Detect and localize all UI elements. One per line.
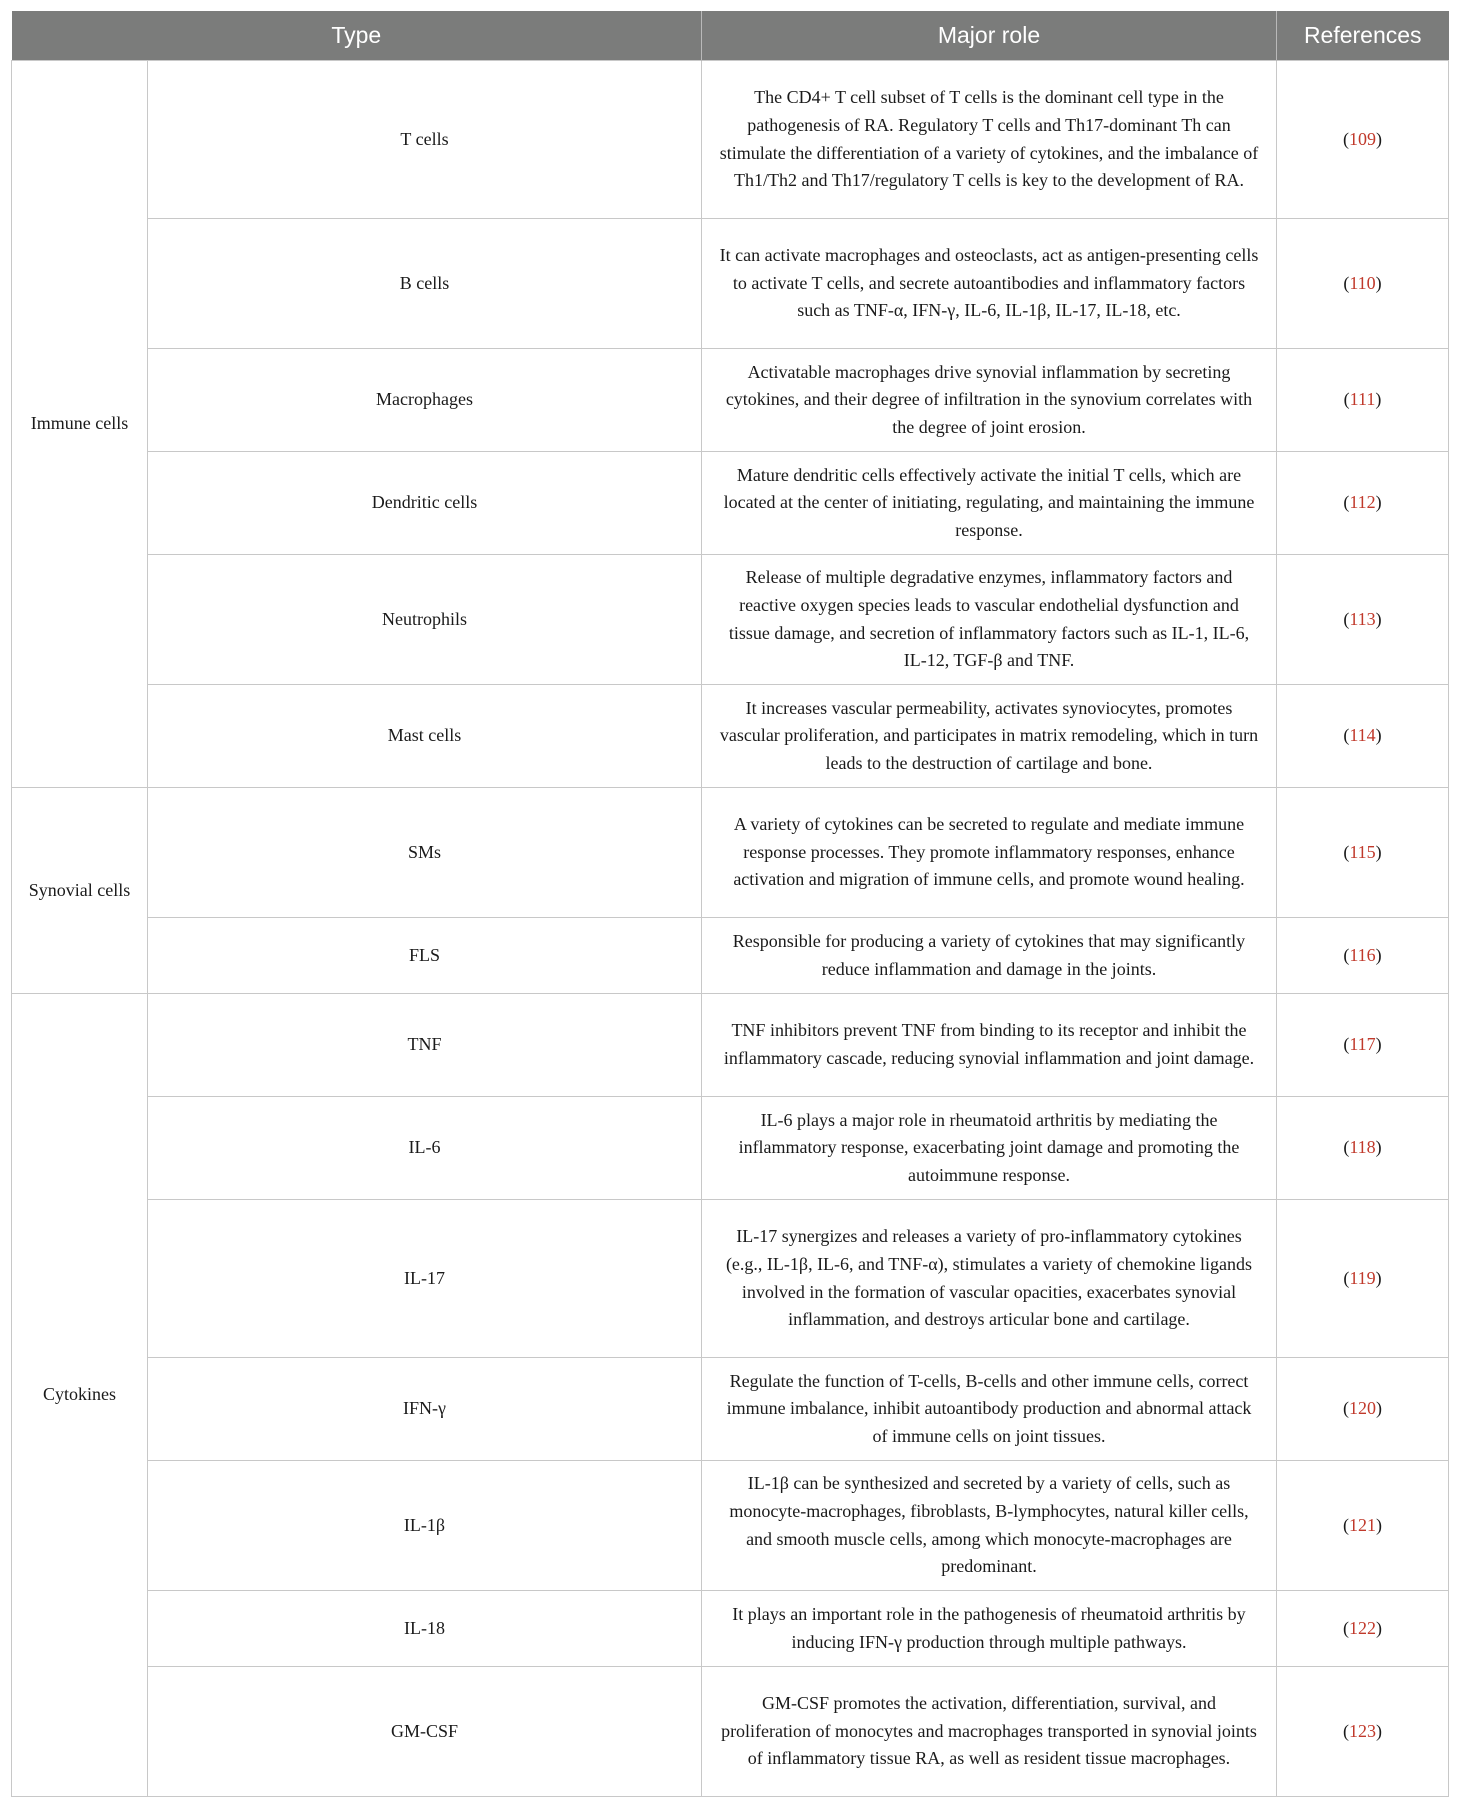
table-row: [12, 1200, 1449, 1358]
role-cell: Release of multiple degradative enzymes, inflammatory factors and reactive oxygen species leads to vascular endothelial dysfunction and tissue damage, and secretion of inflammatory factors such as IL-1, IL-6, IL-12, TGF-β and TNF.: [702, 555, 1277, 685]
cell-types-table: [11, 11, 1449, 1797]
group-immune-cells: Immune cells: [12, 61, 148, 788]
role-cell: TNF inhibitors prevent TNF from binding to its receptor and inhibit the inflammatory cascade, reducing synovial inflammation and joint damage.: [702, 994, 1277, 1097]
type-cell: Dendritic cells: [148, 452, 702, 555]
type-cell: IFN-γ: [148, 1358, 702, 1461]
role-cell: It plays an important role in the pathogenesis of rheumatoid arthritis by inducing IFN-γ production through multiple pathways.: [702, 1591, 1277, 1667]
table-row: [12, 788, 1449, 918]
table-row: [12, 1667, 1449, 1797]
table-row: [12, 685, 1449, 788]
header-major-role: Major role: [702, 11, 1277, 61]
reference-link[interactable]: 116: [1349, 944, 1376, 965]
type-cell: Macrophages: [148, 349, 702, 452]
reference-link[interactable]: 111: [1349, 389, 1376, 410]
table-header: [12, 11, 1449, 61]
type-cell: IL-18: [148, 1591, 702, 1667]
reference-link[interactable]: 113: [1349, 608, 1376, 629]
table-row: [12, 1358, 1449, 1461]
reference-cell: (110): [1277, 219, 1449, 349]
type-cell: T cells: [148, 61, 702, 219]
reference-cell: (118): [1277, 1097, 1449, 1200]
reference-link[interactable]: 112: [1349, 492, 1376, 513]
type-cell: FLS: [148, 918, 702, 994]
type-cell: TNF: [148, 994, 702, 1097]
reference-cell: (120): [1277, 1358, 1449, 1461]
role-cell: Mature dendritic cells effectively activate the initial T cells, which are located at the center of initiating, regulating, and maintaining the immune response.: [702, 452, 1277, 555]
reference-link[interactable]: 123: [1349, 1720, 1376, 1741]
table-row: [12, 918, 1449, 994]
reference-link[interactable]: 122: [1349, 1617, 1376, 1638]
reference-cell: (117): [1277, 994, 1449, 1097]
table-row: [12, 219, 1449, 349]
reference-cell: (123): [1277, 1667, 1449, 1797]
role-cell: GM-CSF promotes the activation, differentiation, survival, and proliferation of monocytes and macrophages transported in synovial joints of inflammatory tissue RA, as well as resident tissue macrophages.: [702, 1667, 1277, 1797]
reference-link[interactable]: 115: [1349, 841, 1376, 862]
reference-cell: (119): [1277, 1200, 1449, 1358]
reference-link[interactable]: 114: [1349, 725, 1376, 746]
table-body: [12, 61, 1449, 1797]
table-row: [12, 555, 1449, 685]
reference-link[interactable]: 118: [1349, 1137, 1376, 1158]
header-type: Type: [12, 11, 702, 61]
table-row: [12, 1097, 1449, 1200]
reference-cell: (121): [1277, 1461, 1449, 1591]
role-cell: IL-1β can be synthesized and secreted by a variety of cells, such as monocyte-macrophages, fibroblasts, B-lymphocytes, natural killer cells, and smooth muscle cells, among which monocyte-macrophages are predominant.: [702, 1461, 1277, 1591]
table-row: [12, 1591, 1449, 1667]
reference-link[interactable]: 117: [1349, 1034, 1376, 1055]
reference-cell: (116): [1277, 918, 1449, 994]
reference-cell: (114): [1277, 685, 1449, 788]
type-cell: IL-17: [148, 1200, 702, 1358]
type-cell: IL-1β: [148, 1461, 702, 1591]
type-cell: B cells: [148, 219, 702, 349]
table-row: [12, 61, 1449, 219]
type-cell: Neutrophils: [148, 555, 702, 685]
reference-cell: (112): [1277, 452, 1449, 555]
type-cell: GM-CSF: [148, 1667, 702, 1797]
reference-cell: (115): [1277, 788, 1449, 918]
reference-cell: (113): [1277, 555, 1449, 685]
group-synovial-cells: Synovial cells: [12, 788, 148, 994]
role-cell: IL-6 plays a major role in rheumatoid arthritis by mediating the inflammatory response, exacerbating joint damage and promoting the autoimmune response.: [702, 1097, 1277, 1200]
reference-cell: (122): [1277, 1591, 1449, 1667]
reference-link[interactable]: 110: [1349, 272, 1376, 293]
type-cell: SMs: [148, 788, 702, 918]
role-cell: Activatable macrophages drive synovial inflammation by secreting cytokines, and their degree of infiltration in the synovium correlates with the degree of joint erosion.: [702, 349, 1277, 452]
reference-link[interactable]: 121: [1349, 1514, 1376, 1535]
role-cell: IL-17 synergizes and releases a variety of pro-inflammatory cytokines (e.g., IL-1β, IL-6, and TNF-α), stimulates a variety of chemokine ligands involved in the formation of vascular opacities, exacerbates synovial inflammation, and destroys articular bone and cartilage.: [702, 1200, 1277, 1358]
role-cell: It increases vascular permeability, activates synoviocytes, promotes vascular proliferation, and participates in matrix remodeling, which in turn leads to the destruction of cartilage and bone.: [702, 685, 1277, 788]
role-cell: A variety of cytokines can be secreted to regulate and mediate immune response processes. They promote inflammatory responses, enhance activation and migration of immune cells, and promote wound healing.: [702, 788, 1277, 918]
role-cell: Regulate the function of T-cells, B-cells and other immune cells, correct immune imbalance, inhibit autoantibody production and abnormal attack of immune cells on joint tissues.: [702, 1358, 1277, 1461]
role-cell: The CD4+ T cell subset of T cells is the dominant cell type in the pathogenesis of RA. Regulatory T cells and Th17-dominant Th can stimulate the differentiation of a variety of cytokines, and the imbalance of Th1/Th2 and Th17/regulatory T cells is key to the development of RA.: [702, 61, 1277, 219]
reference-link[interactable]: 120: [1349, 1398, 1376, 1419]
role-cell: It can activate macrophages and osteoclasts, act as antigen-presenting cells to activate T cells, and secrete autoantibodies and inflammatory factors such as TNF-α, IFN-γ, IL-6, IL-1β, IL-17, IL-18, etc.: [702, 219, 1277, 349]
reference-link[interactable]: 119: [1349, 1267, 1376, 1288]
type-cell: Mast cells: [148, 685, 702, 788]
role-cell: Responsible for producing a variety of cytokines that may significantly reduce inflammation and damage in the joints.: [702, 918, 1277, 994]
reference-link[interactable]: 109: [1349, 128, 1376, 149]
table-row: [12, 1461, 1449, 1591]
group-cytokines: Cytokines: [12, 994, 148, 1797]
reference-cell: (111): [1277, 349, 1449, 452]
reference-cell: (109): [1277, 61, 1449, 219]
table-row: [12, 452, 1449, 555]
header-references: References: [1277, 11, 1449, 61]
table-row: [12, 349, 1449, 452]
table-row: [12, 994, 1449, 1097]
type-cell: IL-6: [148, 1097, 702, 1200]
